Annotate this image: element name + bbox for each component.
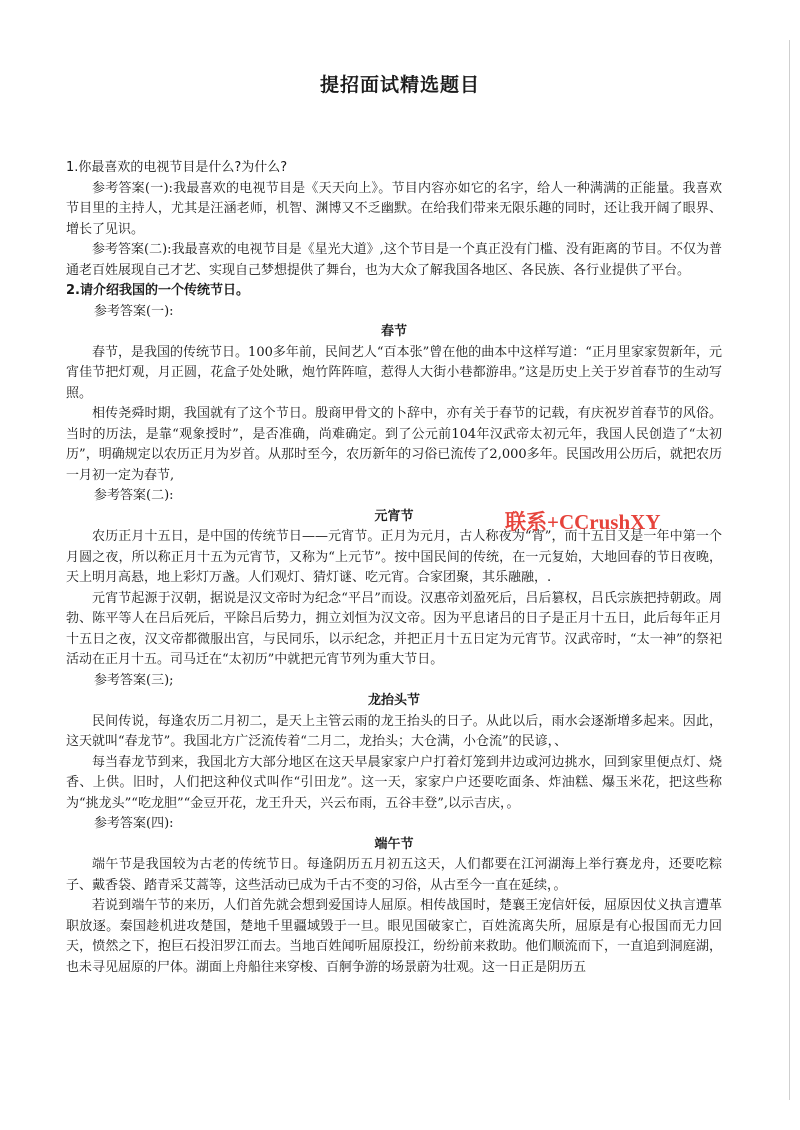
yuanxiao-paragraph-1: 农历正月十五日，是中国的传统节日——元宵节。正月为元月，古人称夜为“宵”，而十五日又是一年中第一个月圆之夜，所以称正月十五为元宵节，又称为“上元节”。按中国民间的传统，在一元复始，大地回春的节日夜晚，天上明月高悬，地上彩灯万盏。人们观灯、猜灯谜、吃元宵。合家团聚，其乐融融，. [66,529,722,585]
longtaitou-paragraph-2: 每当春龙节到来，我国北方大部分地区在这天早晨家家户户打着灯笼到井边或河边挑水，回到家里便点灯、烧香、上供。旧时，人们把这种仪式叫作“引田龙”。这一天，家家户户还要吃面条、炸油糕、爆玉米花，把这些称为“挑龙头”“吃龙胆”“金豆开花，龙王升天，兴云布雨，五谷丰登”,以示吉庆，。 [66,754,722,811]
yuanxiao-paragraph-2: 元宵节起源于汉朝，据说是汉文帝时为纪念“平吕”而设。汉惠帝刘盈死后，吕后篡权，吕氏宗族把持朝政。周勃、陈平等人在吕后死后，平除吕后势力，拥立刘恒为汉文帝。因为平息诸吕的日子是正月十五日，此后每年正月十五日之夜，汉文帝都微服出宫，与民同乐，以示纪念，并把正月十五日定为元宵节。汉武帝时，“太一神”的祭祀活动在正月十五。司马迁在“太初历”中就把元宵节列为重大节日。 [66,590,722,667]
q2-answer-1-label: 参考答案(一): [94,303,174,319]
duanwu-paragraph-1: 端午节是我国较为古老的传统节日。每逢阴历五月初五这天，人们都要在江河湖海上举行赛龙舟，还要吃粽子、戴香袋、踏青采艾蒿等，这些活动已成为千古不变的习俗，从古至今一直在延续，。 [66,857,722,893]
question-1: 1.你最喜欢的电视节目是什么?为什么? [66,160,288,175]
q1-answer-1: 参考答案(一):我最喜欢的电视节目是《天天向上》。节目内容亦如它的名字，给人一种满满的正能量。我喜欢节目里的主持人，尤其是汪涵老师，机智、渊博又不乏幽默。在给我们带来无限乐趣的同时，还让我开阔了眼界、增长了见识。 [66,180,722,237]
q2-answer-2-label: 参考答案(二): [94,488,174,503]
heading-longtaitou: 龙抬头节 [367,693,420,708]
heading-duanwu: 端午节 [374,836,414,852]
duanwu-paragraph-2: 若说到端午节的来历，人们首先就会想到爱国诗人屈原。相传战国时，楚襄王宠信奸佞，屈原因仗义执言遭革职放逐。秦国趁机进攻楚国，楚地千里疆域毁于一旦。眼见国破家亡，百姓流离失所，屈原是有心报国而无力回天，愤然之下，抱巨石投汨罗江而去。当地百姓闻听屈原投江，纷纷前来救助。他们顺流而下，一直追到洞庭湖，也未寻见屈原的尸体。湖面上舟船往来穿梭、百舸争游的场景蔚为壮观。这一日正是阴历五 [66,898,722,975]
chunjie-paragraph-2: 相传尧舜时期，我国就有了这个节日。殷商甲骨文的卜辞中，亦有关于春节的记载，有庆祝岁首春节的风俗。当时的历法，是靠“观象授时”，是否准确，尚难确定。到了公元前104年汉武帝太初元年，我国人民创造了“太初历”，明确规定以农历正月为岁首。从那时至今，农历新年的习俗已流传了2,000多年。民国改用公历后，就把农历一月初一定为春节, [66,406,722,483]
document-body [66,158,722,978]
q2-answer-3-label: 参考答案(三); [94,672,174,688]
chunjie-paragraph-1: 春节，是我国的传统节日。100多年前，民间艺人“百本张”曾在他的曲本中这样写道：“正月里家家贺新年，元宵佳节把灯观，月正圆，花盒子处处瞅，炮竹阵阵喧，惹得人大街小巷都游串。”这是历史上关于岁首春节的生动写照。 [66,344,722,401]
page-edge-line [789,40,790,1100]
question-2: 2.请介绍我国的一个传统节日。 [66,283,249,298]
q2-answer-4-label: 参考答案(四): [94,816,174,831]
watermark-contact: 联系+CCrushXY [505,510,661,534]
q1-answer-2: 参考答案(二):我最喜欢的电视节目是《星光大道》,这个节目是一个真正没有门槛、没有距离的节目。不仅为普通老百姓展现自己才艺、实现自己梦想提供了舞台，也为大众了解我国各地区、各民族、各行业提供了平台。 [66,242,722,278]
heading-chunjie: 春节 [380,324,407,339]
longtaitou-paragraph-1: 民间传说，每逢农历二月初二，是天上主管云雨的龙王抬头的日子。从此以后，雨水会逐渐增多起来。因此，这天就叫“春龙节”。我国北方广泛流传着“二月二，龙抬头；大仓满，小仓流”的民谚，、 [66,713,722,749]
page-title: 提招面试精选题目 [319,74,480,96]
heading-yuanxiao: 元宵节 [374,508,414,524]
